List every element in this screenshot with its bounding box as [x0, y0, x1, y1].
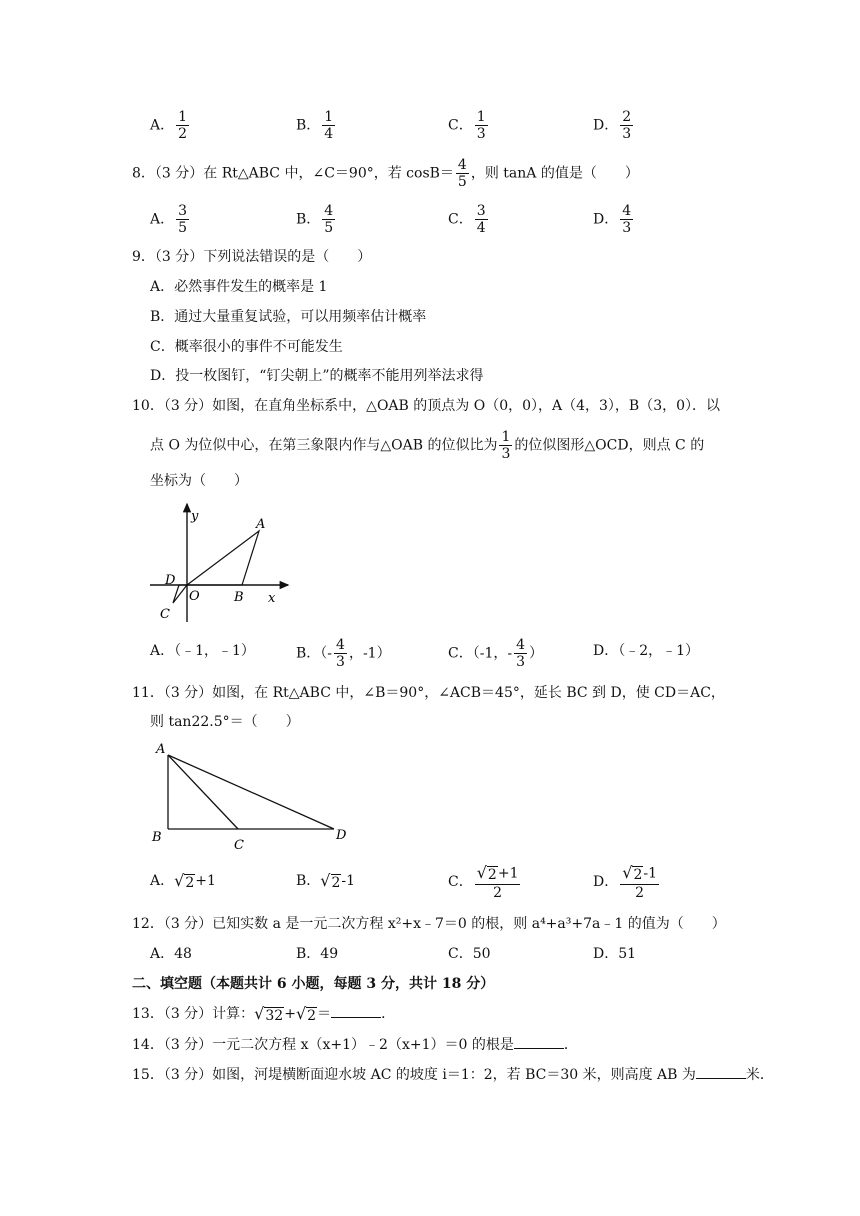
q10-option-c: C．（-1，- $\frac{4}{3}$ ） [448, 637, 544, 670]
q10-stem-line3: 坐标为（ ） [150, 473, 248, 489]
segment-ac [168, 755, 238, 829]
q12-option-b: B．49 [296, 946, 339, 962]
q13-answer-blank[interactable] [331, 1003, 381, 1018]
q11-option-c: C． √ 2 +1 2 [448, 863, 519, 901]
q9-stem: 9．（3 分）下列说法错误的是（ ） [132, 249, 372, 265]
q11-stem-line2: 则 tan22.5°＝（ ） [150, 714, 300, 730]
label-a: A [256, 517, 266, 532]
label-d: D [165, 573, 176, 588]
q7-option-d: D． $\frac{2}{3}$ [593, 109, 632, 142]
q11-option-a: A． √ 2 +1 [150, 870, 216, 891]
label-x: x [268, 591, 276, 606]
triangle-oab [187, 531, 259, 585]
q10-stem-line2: 点 O 为位似中心，在第三象限内作与△OAB 的位似比为 $\frac{1}{3}$ 的位似图形△OCD，则点 C 的 [150, 429, 705, 462]
q10-option-d: D．（﹣2，﹣1） [593, 643, 700, 659]
q7-option-c: C． $\frac{1}{3}$ [448, 109, 486, 142]
label-a: A [156, 742, 166, 757]
q8-option-b: B． $\frac{4}{5}$ [296, 203, 334, 236]
q10-stem-line1: 10．（3 分）如图，在直角坐标系中，△OAB 的顶点为 O（0，0），A（4，3），B（3，0）．以 [132, 398, 721, 414]
q12-option-c: C．50 [448, 946, 491, 962]
q11-option-b: B． √ 2 -1 [296, 870, 356, 891]
label-c: C [160, 607, 170, 622]
q12-stem: 12．（3 分）已知实数 a 是一元二次方程 x²+x﹣7＝0 的根，则 a⁴+a³+7a﹣1 的值为（ ） [132, 916, 726, 932]
q9-option-d: D．投一枚图钉，“钉尖朝上”的概率不能用列举法求得 [150, 368, 484, 384]
q11-stem-line1: 11．（3 分）如图，在 Rt△ABC 中，∠B＝90°，∠ACB＝45°，延长 BC 到 D，使 CD＝AC， [132, 685, 725, 701]
label-y: y [191, 509, 199, 524]
label-c: C [234, 838, 244, 853]
q15-stem: 15．（3 分）如图，河堤横断面迎水坡 AC 的坡度 i＝1：2，若 BC＝30 米，则高度 AB 为 米． [132, 1064, 774, 1085]
q7-option-b: B． $\frac{1}{4}$ [296, 109, 334, 142]
q10-option-a: A．（﹣1，﹣1） [150, 643, 255, 659]
q10-option-b: B．（- $\frac{4}{3}$ ，-1） [296, 637, 391, 670]
q11-option-d: D． √ 2 -1 2 [593, 863, 657, 901]
q8-stem: 8．（3 分）在 Rt△ABC 中，∠C＝90°，若 cosB＝ $\frac{4}{5}$ ，则 tanA 的值是（ ） [132, 157, 639, 190]
q12-option-a: A．48 [150, 946, 192, 962]
q10-figure [148, 500, 298, 630]
q8-option-c: C． $\frac{3}{4}$ [448, 203, 486, 236]
q11-figure [148, 735, 358, 853]
label-o: O [189, 589, 200, 604]
q9-option-a: A．必然事件发生的概率是 1 [150, 279, 328, 295]
q13-stem: 13．（3 分）计算： √ 32 + √ 2 ＝ ． [132, 1003, 396, 1024]
q9-option-b: B．通过大量重复试验，可以用频率估计概率 [150, 309, 427, 325]
q15-answer-blank[interactable] [696, 1064, 746, 1079]
label-d: D [336, 828, 347, 843]
q8-option-d: D． $\frac{4}{3}$ [593, 203, 632, 236]
q7-option-a: A． $\frac{1}{2}$ [150, 109, 188, 142]
q8-option-a: A． $\frac{3}{5}$ [150, 203, 188, 236]
q14-answer-blank[interactable] [514, 1034, 564, 1049]
label-b: B [152, 830, 162, 845]
q9-option-c: C．概率很小的事件不可能发生 [150, 339, 343, 355]
section-title-fill-in: 二、填空题（本题共计 6 小题，每题 3 分，共计 18 分） [132, 976, 495, 992]
q14-stem: 14．（3 分）一元二次方程 x（x+1）﹣2（x+1）＝0 的根是 ． [132, 1034, 578, 1055]
label-b: B [234, 590, 244, 605]
q12-option-d: D．51 [593, 946, 637, 962]
segment-ad [168, 755, 334, 829]
